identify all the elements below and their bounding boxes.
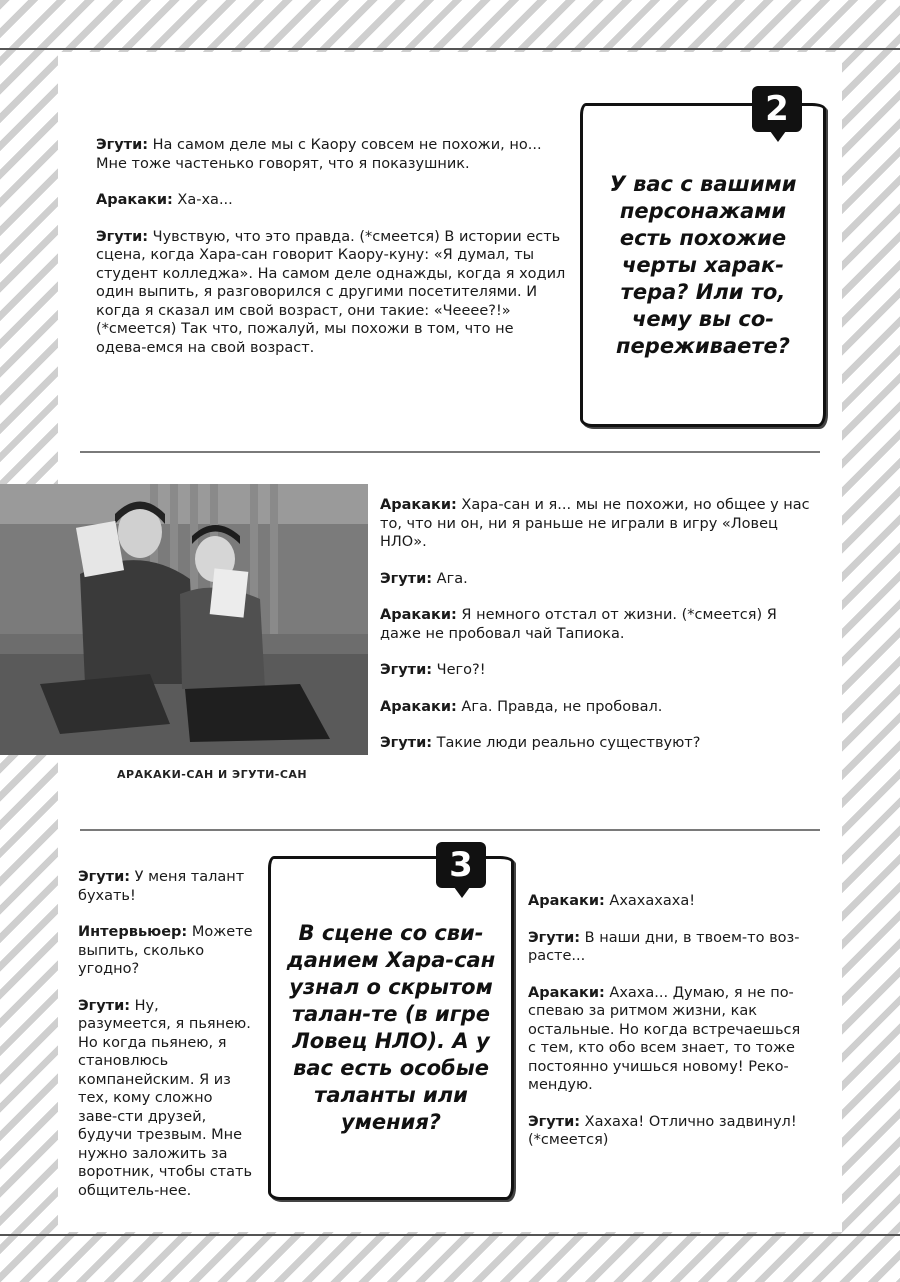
dialogue-line: Интервьюер: Можете выпить, сколько угодно? bbox=[78, 924, 253, 977]
dialogue-line: Аракаки: Ахаха... Думаю, я не по-спеваю за ритмом жизни, как остальные. Но когда встречаешься с тем, кто обо всем знает, то тоже постоянно учишься новому! Реко-мендую. bbox=[528, 984, 801, 1093]
question-3-text: В сцене со сви-данием Хара-сан узнал о скрытом талан-те (в игре Ловец НЛО). А у вас есть особые таланты или умения? bbox=[286, 921, 496, 1134]
question-box-2 bbox=[580, 103, 826, 427]
photo-illustration bbox=[0, 484, 368, 755]
dialogue-line: Эгути: В наши дни, в твоем-то воз-расте... bbox=[528, 929, 800, 964]
section3-left-dialogue bbox=[78, 868, 256, 1218]
dialogue-line: Аракаки: Ха-ха... bbox=[96, 192, 233, 208]
divider-1 bbox=[80, 451, 820, 453]
dialogue-line: Эгути: Такие люди реально существуют? bbox=[380, 735, 701, 751]
dialogue-line: Эгути: Чувствую, что это правда. (*смеется) В истории есть сцена, когда Хара-сан говорит Каору-куну: «Я думал, ты студент колледжа». На самом деле однажды, когда я ходил один выпить, я разговорился с другими посетителями. И когда я сказал им свой возраст, они такие: «Чееее?!» (*смеется) Так что, пожалуй, мы похожи в том, что не одева-емся на свой возраст. bbox=[96, 228, 566, 356]
question-number-3-badge: 3 bbox=[436, 842, 486, 888]
photo-caption: АРАКАКИ-САН И ЭГУТИ-САН bbox=[117, 768, 308, 781]
dialogue-line: Аракаки: Ахахахаха! bbox=[528, 893, 696, 909]
dialogue-line: Эгути: На самом деле мы с Каору совсем не похожи, но... Мне тоже частенько говорят, что я показушник. bbox=[96, 137, 542, 172]
section3-right-dialogue bbox=[528, 892, 806, 1168]
dialogue-line: Эгути: Чего?! bbox=[380, 662, 486, 678]
dialogue-line: Аракаки: Хара-сан и я... мы не похожи, но общее у нас то, что ни он, ни я раньше не играли в игру «Ловец НЛО». bbox=[380, 497, 810, 550]
dialogue-line: Эгути: Ну, разумеется, я пьянею. Но когда пьянею, я становлюсь компанейским. Я из тех, кому сложно заве-сти друзей, будучи трезвым. Мне нужно заложить за воротник, чтобы стать общитель-нее. bbox=[78, 997, 252, 1199]
question-number-2-badge: 2 bbox=[752, 86, 802, 132]
top-rule bbox=[0, 48, 900, 50]
middle-dialogue bbox=[380, 496, 810, 771]
bottom-rule bbox=[0, 1234, 900, 1236]
interview-photo bbox=[0, 484, 368, 755]
question-box-3 bbox=[268, 856, 514, 1200]
dialogue-line: Аракаки: Ага. Правда, не пробовал. bbox=[380, 698, 663, 715]
question-2-text: У вас с вашими персонажами есть похожие черты харак-тера? Или то, чему вы со-переживаете? bbox=[609, 171, 797, 358]
section2-dialogue bbox=[96, 136, 566, 375]
divider-2 bbox=[80, 829, 820, 831]
dialogue-line: Аракаки: Я немного отстал от жизни. (*смеется) Я даже не пробовал чай Тапиока. bbox=[380, 607, 777, 642]
dialogue-line: Эгути: У меня талант бухать! bbox=[78, 869, 245, 904]
dialogue-line: Эгути: Ага. bbox=[380, 570, 468, 587]
dialogue-line: Эгути: Хахаха! Отлично задвинул! (*смеется) bbox=[528, 1113, 797, 1148]
